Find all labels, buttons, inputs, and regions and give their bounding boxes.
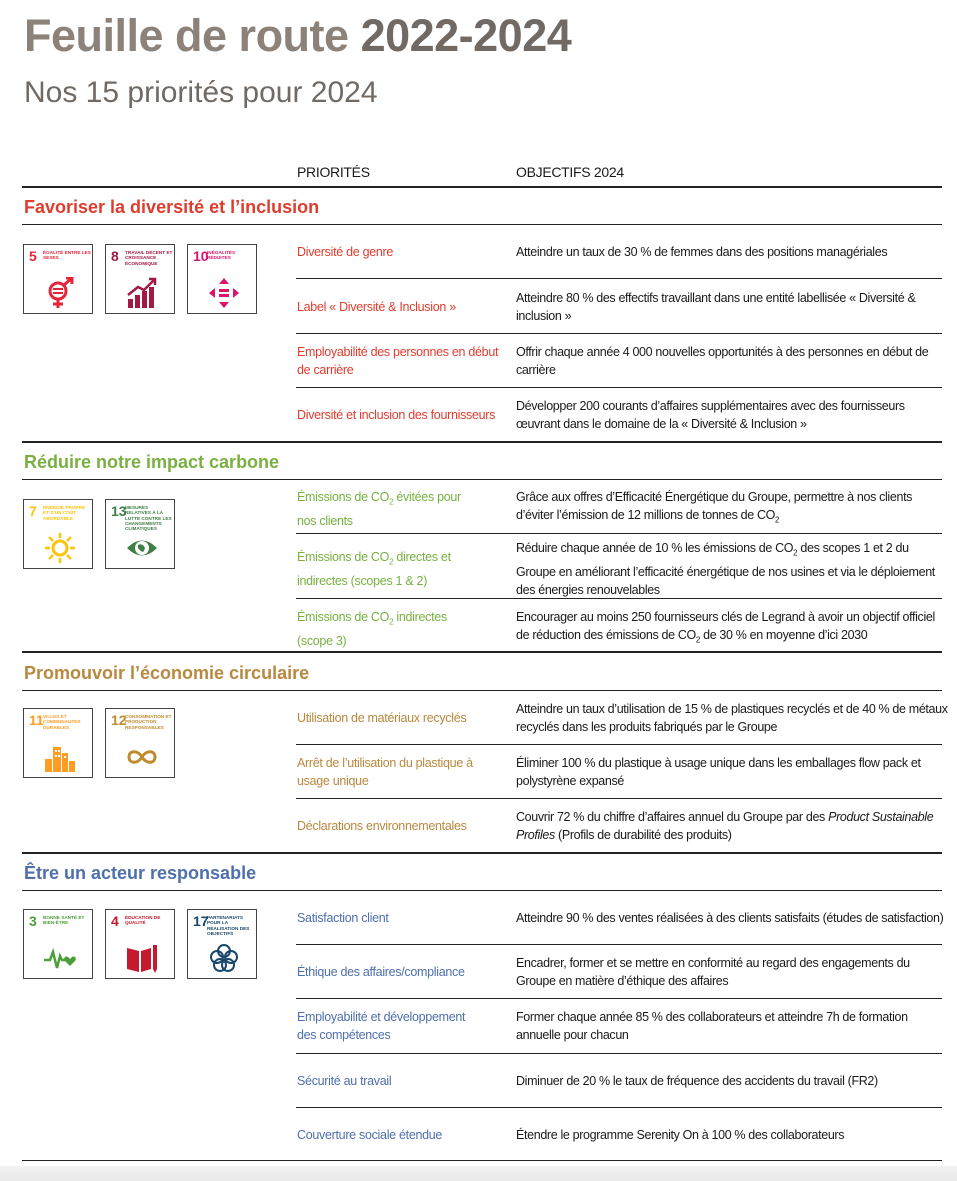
objective-text: Encadrer, former et se mettre en conformité au regard des engagements du Groupe en matière d’éthique des affaires <box>516 956 910 988</box>
divider <box>22 651 942 653</box>
objective-text: Développer 200 courants d’affaires supplémentaires avec des fournisseurs œuvrant dans le domaine de la « Diversité & Inclusion » <box>516 399 905 431</box>
sdg-badge-17: 17 PARTENARIATS POUR LA RÉALISATION DES OBJECTIFS <box>187 909 257 979</box>
objective-text: Former chaque année 85 % des collaborateurs et atteindre 7h de formation annuelle pour chacun <box>516 1010 908 1042</box>
sdg-badge-5: 5 ÉGALITÉ ENTRE LES SEXES <box>23 244 93 314</box>
divider <box>296 944 942 945</box>
objective-text: Éliminer 100 % du plastique à usage unique dans les emballages flow pack et polystyrène expansé <box>516 756 921 788</box>
divider <box>296 798 942 799</box>
section-title-circular: Promouvoir l’économie circulaire <box>24 663 310 683</box>
sdg-badge-3: 3 BONNE SANTÉ ET BIEN-ÊTRE <box>23 909 93 979</box>
priority-label: Diversité et inclusion des fournisseurs <box>297 408 496 422</box>
divider <box>296 533 942 534</box>
divider <box>22 690 942 691</box>
priority-label: Émissions de $CO_2$ indirectes (scope 3) <box>297 610 447 648</box>
priority-label: Sécurité au travail <box>297 1074 392 1088</box>
sdg-badge-4: 4 ÉDUCATION DE QUALITÉ <box>105 909 175 979</box>
priority-label: Arrêt de l’utilisation du plastique à usage unique <box>297 756 473 788</box>
priority-label: Employabilité des personnes en début de carrière <box>297 345 499 377</box>
eye-globe-icon <box>126 532 158 564</box>
gender-equality-icon <box>44 277 76 309</box>
objective-text: Offrir chaque année 4 000 nouvelles opportunités à des personnes en début de carrière <box>516 345 929 377</box>
book-pencil-icon <box>126 942 158 974</box>
sdg-badge-11: 11 VILLES ET COMMUNAUTÉS DURABLES <box>23 708 93 778</box>
sdg-badge-13: 13 MESURES RELATIVES À LA LUTTE CONTRE LES CHANGEMENTS CLIMATIQUES <box>105 499 175 569</box>
divider <box>296 598 942 599</box>
priority-label: Émissions de $CO_2$ évitées pour nos clients <box>297 490 461 528</box>
sun-power-icon <box>44 532 76 564</box>
objective-text: Diminuer de 20 % le taux de fréquence des accidents du travail (FR2) <box>516 1074 878 1088</box>
divider <box>296 1053 942 1054</box>
section-title-responsible: Être un acteur responsable <box>24 863 257 883</box>
objective-text: Atteindre un taux d’utilisation de 15 % de plastiques recyclés et de 40 % de métaux recyclés dans les produits fabriqués par le Groupe <box>516 702 948 734</box>
priority-label: Émissions de $CO_2$ directes et indirectes (scopes 1 & 2) <box>297 550 451 588</box>
divider <box>296 387 942 388</box>
divider <box>22 224 942 225</box>
priority-label: Utilisation de matériaux recyclés <box>297 711 467 725</box>
city-buildings-icon <box>44 741 76 773</box>
divider <box>296 998 942 999</box>
page-title: Feuille de route 2022-2024 <box>24 10 572 61</box>
divider <box>22 890 942 891</box>
divider <box>296 1107 942 1108</box>
heartbeat-icon <box>44 942 76 974</box>
sdg-badge-8: 8 TRAVAIL DÉCENT ET CROISSANCE ÉCONOMIQUE <box>105 244 175 314</box>
growth-chart-icon <box>126 277 158 309</box>
infinity-loop-icon <box>126 741 158 773</box>
column-header-priorities: PRIORITÉS <box>297 164 370 180</box>
objective-text: Réduire chaque année de 10 % les émissions de $CO_2$ des scopes 1 et 2 du Groupe en améliorant l’efficacité énergétique de nos usines et via le déploiement des énergies renouvelables <box>516 541 935 597</box>
column-header-objectives: OBJECTIFS 2024 <box>516 164 624 180</box>
objective-text: Atteindre 80 % des effectifs travaillant dans une entité labellisée « Diversité & inclusion » <box>516 291 916 323</box>
sdg-badge-10: 10 INÉGALITÉS RÉDUITES <box>187 244 257 314</box>
priority-label: Employabilité et développement des compétences <box>297 1010 466 1042</box>
objective-text: Étendre le programme Serenity On à 100 % des collaborateurs <box>516 1128 845 1142</box>
priority-label: Couverture sociale étendue <box>297 1128 443 1142</box>
sdg-badge-7: 7 ÉNERGIE PROPRE ET D'UN COÛT ABORDABLE <box>23 499 93 569</box>
objective-text: Atteindre 90 % des ventes réalisées à des clients satisfaits (études de satisfaction) <box>516 911 944 925</box>
divider <box>22 479 942 480</box>
divider <box>296 278 942 279</box>
partnership-rings-icon <box>208 942 240 974</box>
priority-label: Satisfaction client <box>297 911 389 925</box>
reduced-inequalities-icon <box>208 277 240 309</box>
priority-label: Éthique des affaires/compliance <box>297 965 465 979</box>
divider <box>22 441 942 443</box>
section-title-carbon: Réduire notre impact carbone <box>24 452 280 472</box>
divider <box>22 1160 942 1161</box>
priority-label: Label « Diversité & Inclusion » <box>297 300 456 314</box>
section-title-diversity: Favoriser la diversité et l’inclusion <box>24 197 320 217</box>
objective-text: Grâce aux offres d’Efficacité Énergétique du Groupe, permettre à nos clients d’éviter l’émission de 12 millions de tonnes de $CO_2$ <box>516 490 913 525</box>
page-bottom-shadow <box>0 1166 957 1181</box>
objective-text: Encourager au moins 250 fournisseurs clés de Legrand à avoir un objectif officiel de réduction des émissions de $CO_2$ de 30 % en moyenne d’ici 2030 <box>516 610 935 645</box>
sdg-badge-12: 12 CONSOMMATION ET PRODUCTION RESPONSABLES <box>105 708 175 778</box>
priority-label: Déclarations environnementales <box>297 819 467 833</box>
divider <box>296 744 942 745</box>
page-subtitle: Nos 15 priorités pour 2024 <box>24 76 378 109</box>
priority-label: Diversité de genre <box>297 245 394 259</box>
divider <box>296 333 942 334</box>
divider <box>22 852 942 854</box>
divider <box>22 186 942 188</box>
objective-text: Couvrir 72 % du chiffre d’affaires annuel du Groupe par des Product Sustainable Profiles (Profils de durabilité des produits) <box>516 810 934 842</box>
objective-text: Atteindre un taux de 30 % de femmes dans des positions managériales <box>516 245 888 259</box>
